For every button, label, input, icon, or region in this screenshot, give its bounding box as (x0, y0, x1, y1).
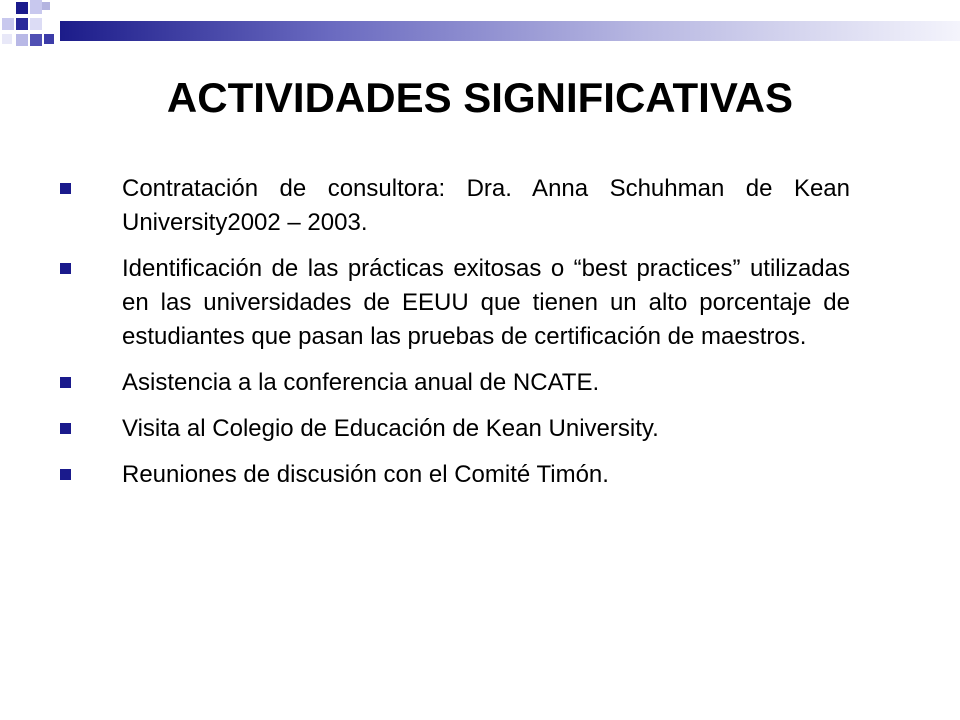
decor-square (2, 34, 12, 44)
list-item (60, 458, 850, 492)
list-item-text: Reuniones de discusión con el Comité Timón. (122, 461, 609, 488)
list-item-text: Visita al Colegio de Educación de Kean University. (122, 415, 659, 442)
header-decoration (0, 0, 960, 60)
decor-square (44, 34, 54, 44)
list-item (60, 252, 850, 354)
decor-square (16, 34, 28, 46)
list-item (60, 172, 850, 240)
list-item (60, 412, 850, 446)
decor-square (42, 2, 50, 10)
decor-square (30, 18, 42, 30)
list-item (60, 366, 850, 400)
header-gradient-bar (60, 21, 960, 41)
decor-square (30, 0, 42, 14)
square-bullet-icon (60, 377, 71, 388)
decor-square (16, 18, 28, 30)
square-bullet-icon (60, 469, 71, 480)
list-item-text: Asistencia a la conferencia anual de NCATE. (122, 369, 600, 396)
list-item-text: Contratación de consultora: Dra. Anna Schuhman de Kean University2002 – 2003. (122, 175, 850, 236)
list-item-text: Identificación de las prácticas exitosas o “best practices” utilizadas en las universidades de EEUU que tienen un alto porcentaje de estudiantes que pasan las pruebas de certificación de maestros. (122, 255, 850, 350)
slide-title: ACTIVIDADES SIGNIFICATIVAS (166, 74, 794, 121)
decor-square (2, 18, 14, 30)
square-bullet-icon (60, 263, 71, 274)
square-bullet-icon (60, 183, 71, 194)
square-bullet-icon (60, 423, 71, 434)
decor-square (16, 2, 28, 14)
bullet-list (60, 172, 850, 504)
decor-square (30, 34, 42, 46)
